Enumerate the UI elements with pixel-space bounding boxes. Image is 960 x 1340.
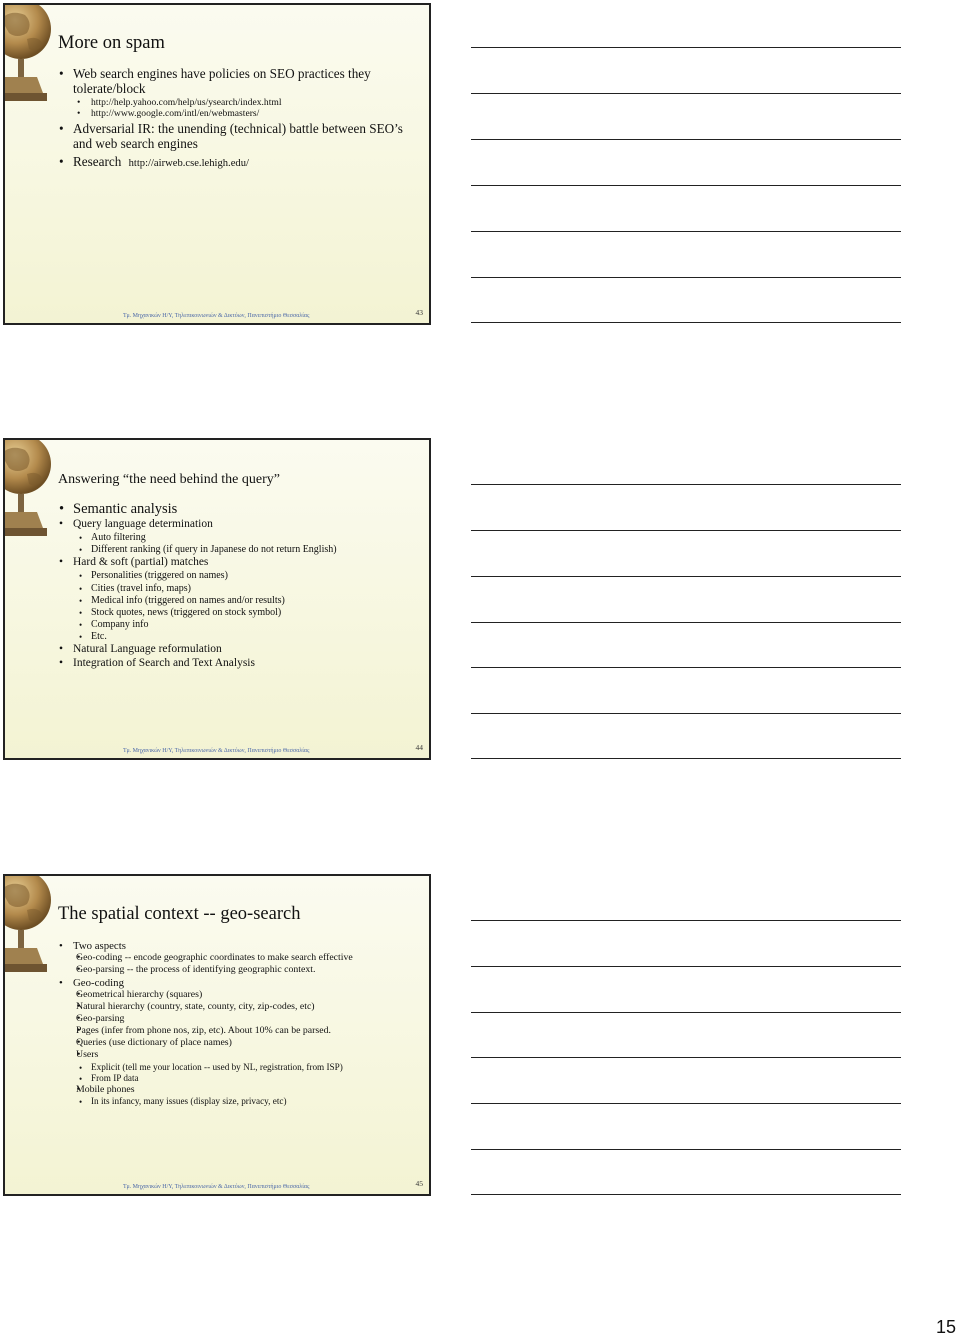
slide-footer xyxy=(5,1172,429,1194)
slide-44 xyxy=(3,438,431,760)
note-line xyxy=(471,47,901,48)
note-line xyxy=(471,322,901,323)
slide-footer xyxy=(5,301,429,323)
bullet: • Cities (travel info, maps) xyxy=(57,583,419,594)
bullet: • Semantic analysis xyxy=(57,501,419,517)
research-label: Research xyxy=(73,153,122,169)
bullet: • Two aspects xyxy=(57,940,419,952)
bullet: • Geo-coding xyxy=(57,977,419,989)
slide-title: More on spam xyxy=(58,33,165,53)
note-line xyxy=(471,1149,901,1150)
slide-number: 44 xyxy=(415,743,423,752)
bullet: • Natural hierarchy (country, state, county, city, zip-codes, etc) xyxy=(57,1002,419,1013)
bullet: • Natural Language reformulation xyxy=(57,643,419,656)
note-line xyxy=(471,185,901,186)
note-line xyxy=(471,484,901,485)
bullet: • Geo-parsing -- the process of identifying geographic context. xyxy=(57,965,419,976)
slide-footer xyxy=(5,736,429,758)
note-line xyxy=(471,667,901,668)
note-line xyxy=(471,713,901,714)
slide-title: The spatial context -- geo-search xyxy=(58,904,301,924)
bullet: • Adversarial IR: the unending (technical) battle between SEO’s and web search engines xyxy=(57,122,419,152)
slide-body xyxy=(57,67,419,169)
note-line xyxy=(471,1012,901,1013)
note-line xyxy=(471,1103,901,1104)
bullet: • Web search engines have policies on SEO practices they tolerate/block xyxy=(57,67,419,97)
note-line xyxy=(471,139,901,140)
note-line xyxy=(471,966,901,967)
footer-text: Τμ. Μηχανικών Η/Υ, Τηλεπικοινωνιών & Δικτύων, Πανεπιστήμιο Θεσσαλίας xyxy=(123,1184,310,1190)
slide-body xyxy=(57,501,419,670)
bullet: • Queries (use dictionary of place names) xyxy=(57,1038,419,1049)
slide-number: 45 xyxy=(415,1179,423,1188)
bullet: • Medical info (triggered on names and/or results) xyxy=(57,595,419,606)
globe-logo xyxy=(3,874,53,986)
bullet: • Personalities (triggered on names) xyxy=(57,570,419,581)
bullet: • Hard & soft (partial) matches xyxy=(57,556,419,569)
note-line xyxy=(471,576,901,577)
bullet: • Stock quotes, news (triggered on stock symbol) xyxy=(57,607,419,618)
bullet: • Company info xyxy=(57,619,419,630)
note-line xyxy=(471,93,901,94)
slide-43 xyxy=(3,3,431,325)
link-google[interactable]: • http://www.google.com/intl/en/webmasters/ xyxy=(57,109,419,120)
bullet: • Explicit (tell me your location -- used by NL, registration, from ISP) xyxy=(57,1062,419,1072)
bullet: • Geo-parsing xyxy=(57,1014,419,1025)
slide-45 xyxy=(3,874,431,1196)
globe-logo xyxy=(3,3,53,115)
bullet: • Mobile phones xyxy=(57,1085,419,1096)
page-number: 15 xyxy=(935,1317,956,1337)
note-line xyxy=(471,1194,901,1195)
bullet: • Pages (infer from phone nos, zip, etc). About 10% can be parsed. xyxy=(57,1026,419,1037)
footer-text: Τμ. Μηχανικών Η/Υ, Τηλεπικοινωνιών & Δικτύων, Πανεπιστήμιο Θεσσαλίας xyxy=(123,313,310,319)
link-yahoo[interactable]: • http://help.yahoo.com/help/us/ysearch/index.html xyxy=(57,98,419,109)
bullet: • Query language determination xyxy=(57,518,419,531)
slide-title: Answering “the need behind the query” xyxy=(58,472,280,487)
note-line xyxy=(471,530,901,531)
bullet: • Integration of Search and Text Analysis xyxy=(57,657,419,670)
bullet: • Geometrical hierarchy (squares) xyxy=(57,990,419,1001)
note-line xyxy=(471,622,901,623)
note-line xyxy=(471,1057,901,1058)
link-airweb[interactable]: http://airweb.cse.lehigh.edu/ xyxy=(128,157,249,169)
slide-body xyxy=(57,940,419,1107)
footer-text: Τμ. Μηχανικών Η/Υ, Τηλεπικοινωνιών & Δικτύων, Πανεπιστήμιο Θεσσαλίας xyxy=(123,748,310,754)
bullet xyxy=(57,155,419,170)
note-line xyxy=(471,231,901,232)
bullet: • From IP data xyxy=(57,1073,419,1083)
slide-number: 43 xyxy=(415,308,423,317)
bullet: • Auto filtering xyxy=(57,532,419,543)
globe-logo xyxy=(3,438,53,550)
bullet: • In its infancy, many issues (display size, privacy, etc) xyxy=(57,1096,419,1106)
note-line xyxy=(471,277,901,278)
bullet: • Etc. xyxy=(57,631,419,642)
bullet: • Different ranking (if query in Japanese do not return English) xyxy=(57,544,419,555)
bullet: • Users xyxy=(57,1050,419,1061)
bullet: • Geo-coding -- encode geographic coordinates to make search effective xyxy=(57,953,419,964)
note-line xyxy=(471,920,901,921)
note-line xyxy=(471,758,901,759)
